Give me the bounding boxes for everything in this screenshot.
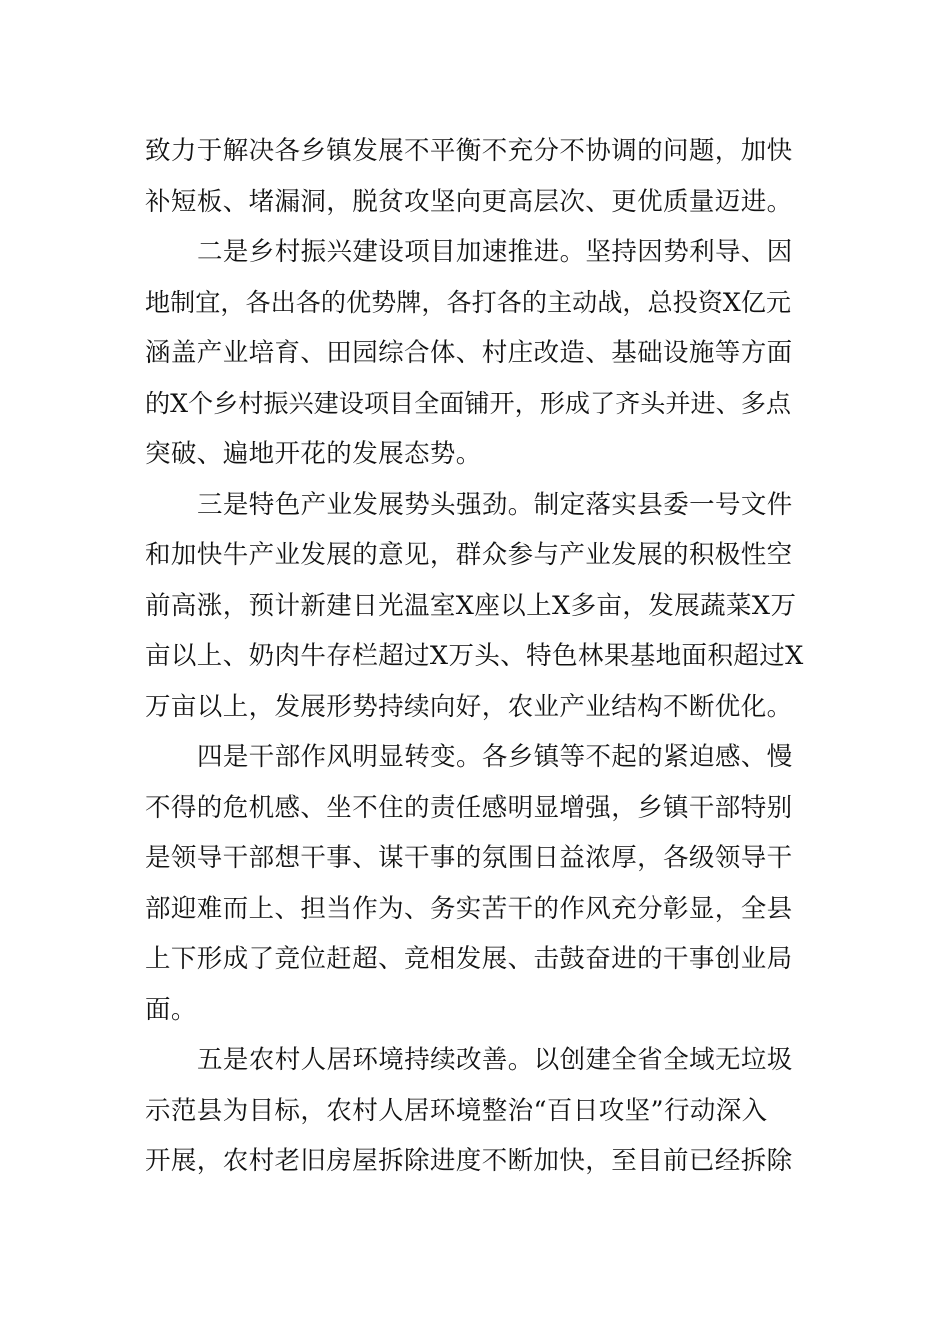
text-line: 补短板、堵漏洞，脱贫攻坚向更高层次、更优质量迈进。 xyxy=(145,186,793,217)
text-line: 示范县为目标，农村人居环境整治“百日攻坚”行动深入 xyxy=(145,1095,768,1126)
text-line: 亩以上、奶肉牛存栏超过X万头、特色林果基地面积超过X xyxy=(145,641,804,671)
text-line: 地制宜，各出各的优势牌，各打各的主动战，总投资X亿元 xyxy=(145,287,792,317)
paragraph-featured-industry xyxy=(145,480,805,733)
text-line: 上下形成了竞位赶超、竞相发展、击鼓奋进的干事创业局 xyxy=(145,944,793,974)
text-line: 三是特色产业发展势头强劲。制定落实县委一号文件 xyxy=(197,489,793,520)
paragraph-living-environment xyxy=(145,1035,805,1187)
text-line: 面。 xyxy=(145,994,197,1025)
paragraph-rural-revitalization xyxy=(145,227,805,480)
text-line: 开展，农村老旧房屋拆除进度不断加快，至目前已经拆除 xyxy=(145,1146,793,1176)
paragraph-cadre-style xyxy=(145,732,805,1035)
text-line: 四是干部作风明显转变。各乡镇等不起的紧迫感、慢 xyxy=(197,742,793,772)
text-line: 前高涨，预计新建日光温室X座以上X多亩，发展蔬菜X万 xyxy=(145,590,797,621)
text-line: 五是农村人居环境持续改善。以创建全省全域无垃圾 xyxy=(197,1045,793,1075)
text-line: 突破、遍地开花的发展态势。 xyxy=(145,439,482,469)
paragraph-continuation xyxy=(145,126,805,227)
text-line: 部迎难而上、担当作为、务实苦干的作风充分彰显，全县 xyxy=(145,893,793,924)
text-line: 的X个乡村振兴建设项目全面铺开，形成了齐头并进、多点 xyxy=(145,388,792,418)
text-line: 不得的危机感、坐不住的责任感明显增强，乡镇干部特别 xyxy=(145,792,793,823)
text-line: 致力于解决各乡镇发展不平衡不充分不协调的问题，加快 xyxy=(145,136,793,166)
text-line: 万亩以上，发展形势持续向好，农业产业结构不断优化。 xyxy=(145,691,793,722)
text-line: 涵盖产业培育、田园综合体、村庄改造、基础设施等方面 xyxy=(145,338,793,368)
text-line: 和加快牛产业发展的意见，群众参与产业发展的积极性空 xyxy=(145,540,793,570)
document-body xyxy=(145,126,805,1187)
text-line: 是领导干部想干事、谋干事的氛围日益浓厚，各级领导干 xyxy=(145,843,793,873)
text-line: 二是乡村振兴建设项目加速推进。坚持因势利导、因 xyxy=(197,237,793,267)
